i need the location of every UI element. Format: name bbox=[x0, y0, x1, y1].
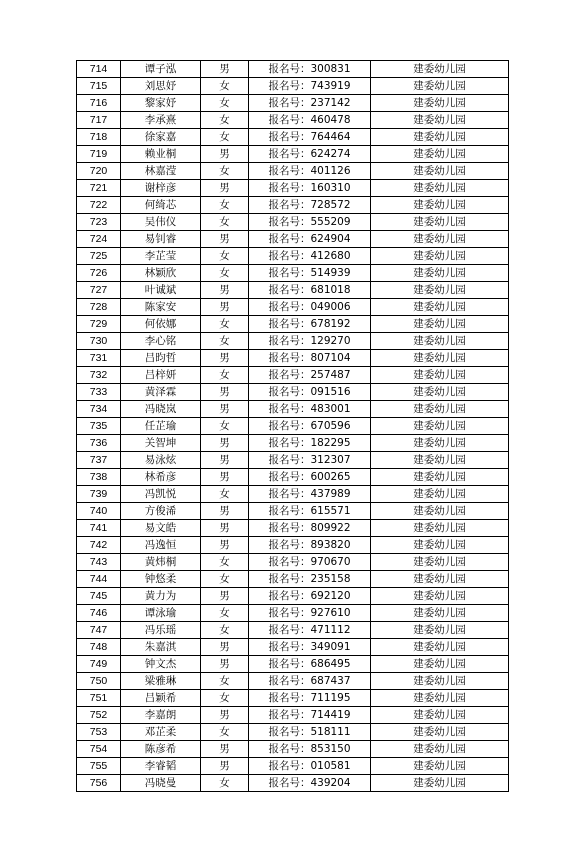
student-gender: 女 bbox=[201, 197, 249, 214]
row-number: 717 bbox=[77, 112, 121, 129]
kindergarten-name: 建委幼儿园 bbox=[371, 265, 509, 282]
table-row bbox=[77, 775, 509, 792]
kindergarten-name: 建委幼儿园 bbox=[371, 384, 509, 401]
student-gender: 女 bbox=[201, 78, 249, 95]
registration-number: 报名号：692120 bbox=[249, 588, 371, 605]
table-row bbox=[77, 469, 509, 486]
row-number: 753 bbox=[77, 724, 121, 741]
registration-number: 报名号：518111 bbox=[249, 724, 371, 741]
student-name: 吴伟仪 bbox=[121, 214, 201, 231]
kindergarten-name: 建委幼儿园 bbox=[371, 724, 509, 741]
table-row bbox=[77, 486, 509, 503]
student-gender: 女 bbox=[201, 112, 249, 129]
row-number: 741 bbox=[77, 520, 121, 537]
student-gender: 男 bbox=[201, 656, 249, 673]
row-number: 733 bbox=[77, 384, 121, 401]
row-number: 745 bbox=[77, 588, 121, 605]
kindergarten-name: 建委幼儿园 bbox=[371, 469, 509, 486]
row-number: 725 bbox=[77, 248, 121, 265]
table-row bbox=[77, 673, 509, 690]
row-number: 749 bbox=[77, 656, 121, 673]
kindergarten-name: 建委幼儿园 bbox=[371, 673, 509, 690]
table-row bbox=[77, 129, 509, 146]
student-name: 黄泽霖 bbox=[121, 384, 201, 401]
table-row bbox=[77, 316, 509, 333]
row-number: 735 bbox=[77, 418, 121, 435]
row-number: 736 bbox=[77, 435, 121, 452]
kindergarten-name: 建委幼儿园 bbox=[371, 741, 509, 758]
registration-number: 报名号：681018 bbox=[249, 282, 371, 299]
table-row bbox=[77, 95, 509, 112]
kindergarten-name: 建委幼儿园 bbox=[371, 299, 509, 316]
row-number: 742 bbox=[77, 537, 121, 554]
row-number: 726 bbox=[77, 265, 121, 282]
registration-number: 报名号：471112 bbox=[249, 622, 371, 639]
table-row bbox=[77, 537, 509, 554]
student-name: 冯晓曼 bbox=[121, 775, 201, 792]
registration-number: 报名号：615571 bbox=[249, 503, 371, 520]
registration-number: 报名号：678192 bbox=[249, 316, 371, 333]
registration-number: 报名号：624274 bbox=[249, 146, 371, 163]
row-number: 747 bbox=[77, 622, 121, 639]
student-name: 谭子泓 bbox=[121, 61, 201, 78]
kindergarten-name: 建委幼儿园 bbox=[371, 333, 509, 350]
row-number: 731 bbox=[77, 350, 121, 367]
kindergarten-name: 建委幼儿园 bbox=[371, 571, 509, 588]
student-gender: 男 bbox=[201, 758, 249, 775]
row-number: 715 bbox=[77, 78, 121, 95]
student-gender: 女 bbox=[201, 248, 249, 265]
kindergarten-name: 建委幼儿园 bbox=[371, 95, 509, 112]
registration-number: 报名号：401126 bbox=[249, 163, 371, 180]
kindergarten-name: 建委幼儿园 bbox=[371, 605, 509, 622]
registration-number: 报名号：670596 bbox=[249, 418, 371, 435]
student-gender: 男 bbox=[201, 282, 249, 299]
kindergarten-name: 建委幼儿园 bbox=[371, 554, 509, 571]
student-name: 黄力为 bbox=[121, 588, 201, 605]
student-name: 易泳炫 bbox=[121, 452, 201, 469]
student-name: 徐家嘉 bbox=[121, 129, 201, 146]
row-number: 751 bbox=[77, 690, 121, 707]
kindergarten-name: 建委幼儿园 bbox=[371, 282, 509, 299]
kindergarten-name: 建委幼儿园 bbox=[371, 197, 509, 214]
kindergarten-name: 建委幼儿园 bbox=[371, 401, 509, 418]
table-row bbox=[77, 146, 509, 163]
kindergarten-name: 建委幼儿园 bbox=[371, 656, 509, 673]
table-row bbox=[77, 690, 509, 707]
student-gender: 女 bbox=[201, 418, 249, 435]
row-number: 734 bbox=[77, 401, 121, 418]
student-name: 冯乐瑶 bbox=[121, 622, 201, 639]
registration-number: 报名号：714419 bbox=[249, 707, 371, 724]
kindergarten-name: 建委幼儿园 bbox=[371, 435, 509, 452]
student-gender: 男 bbox=[201, 741, 249, 758]
registration-number: 报名号：160310 bbox=[249, 180, 371, 197]
student-gender: 女 bbox=[201, 214, 249, 231]
kindergarten-name: 建委幼儿园 bbox=[371, 622, 509, 639]
kindergarten-name: 建委幼儿园 bbox=[371, 452, 509, 469]
kindergarten-name: 建委幼儿园 bbox=[371, 639, 509, 656]
student-name: 邓芷柔 bbox=[121, 724, 201, 741]
registration-number: 报名号：091516 bbox=[249, 384, 371, 401]
table-row bbox=[77, 333, 509, 350]
student-gender: 女 bbox=[201, 605, 249, 622]
row-number: 728 bbox=[77, 299, 121, 316]
row-number: 750 bbox=[77, 673, 121, 690]
student-gender: 男 bbox=[201, 588, 249, 605]
registration-number: 报名号：809922 bbox=[249, 520, 371, 537]
registration-number: 报名号：893820 bbox=[249, 537, 371, 554]
table-row bbox=[77, 299, 509, 316]
kindergarten-name: 建委幼儿园 bbox=[371, 248, 509, 265]
registration-number: 报名号：235158 bbox=[249, 571, 371, 588]
table-row bbox=[77, 350, 509, 367]
table-row bbox=[77, 78, 509, 95]
table-row bbox=[77, 554, 509, 571]
student-name: 李嘉朗 bbox=[121, 707, 201, 724]
table-row bbox=[77, 265, 509, 282]
student-gender: 男 bbox=[201, 384, 249, 401]
kindergarten-name: 建委幼儿园 bbox=[371, 112, 509, 129]
registration-number: 报名号：439204 bbox=[249, 775, 371, 792]
registration-number: 报名号：555209 bbox=[249, 214, 371, 231]
student-name: 何依娜 bbox=[121, 316, 201, 333]
row-number: 737 bbox=[77, 452, 121, 469]
kindergarten-name: 建委幼儿园 bbox=[371, 316, 509, 333]
registration-number: 报名号：010581 bbox=[249, 758, 371, 775]
row-number: 714 bbox=[77, 61, 121, 78]
registration-number: 报名号：182295 bbox=[249, 435, 371, 452]
row-number: 732 bbox=[77, 367, 121, 384]
student-name: 易钊睿 bbox=[121, 231, 201, 248]
kindergarten-name: 建委幼儿园 bbox=[371, 707, 509, 724]
student-name: 钟文杰 bbox=[121, 656, 201, 673]
table-row bbox=[77, 214, 509, 231]
registration-number: 报名号：237142 bbox=[249, 95, 371, 112]
kindergarten-name: 建委幼儿园 bbox=[371, 758, 509, 775]
row-number: 727 bbox=[77, 282, 121, 299]
student-name: 李心铭 bbox=[121, 333, 201, 350]
student-gender: 女 bbox=[201, 95, 249, 112]
row-number: 722 bbox=[77, 197, 121, 214]
table-row bbox=[77, 639, 509, 656]
student-gender: 男 bbox=[201, 299, 249, 316]
student-name: 方俊浠 bbox=[121, 503, 201, 520]
student-gender: 男 bbox=[201, 537, 249, 554]
student-name: 黎家妤 bbox=[121, 95, 201, 112]
table-row bbox=[77, 571, 509, 588]
table-row bbox=[77, 197, 509, 214]
student-name: 朱嘉淇 bbox=[121, 639, 201, 656]
table-row bbox=[77, 163, 509, 180]
registration-number: 报名号：312307 bbox=[249, 452, 371, 469]
table-row bbox=[77, 384, 509, 401]
student-name: 李芷莹 bbox=[121, 248, 201, 265]
student-gender: 女 bbox=[201, 367, 249, 384]
kindergarten-name: 建委幼儿园 bbox=[371, 520, 509, 537]
row-number: 748 bbox=[77, 639, 121, 656]
student-gender: 女 bbox=[201, 724, 249, 741]
table-row bbox=[77, 588, 509, 605]
registration-number: 报名号：049006 bbox=[249, 299, 371, 316]
row-number: 755 bbox=[77, 758, 121, 775]
student-name: 冯晓岚 bbox=[121, 401, 201, 418]
registration-number: 报名号：483001 bbox=[249, 401, 371, 418]
student-name: 林嘉滢 bbox=[121, 163, 201, 180]
kindergarten-name: 建委幼儿园 bbox=[371, 163, 509, 180]
table-row bbox=[77, 605, 509, 622]
student-name: 陈彦希 bbox=[121, 741, 201, 758]
row-number: 721 bbox=[77, 180, 121, 197]
registration-number: 报名号：437989 bbox=[249, 486, 371, 503]
kindergarten-name: 建委幼儿园 bbox=[371, 588, 509, 605]
registration-number: 报名号：349091 bbox=[249, 639, 371, 656]
registration-number: 报名号：764464 bbox=[249, 129, 371, 146]
student-name: 关智坤 bbox=[121, 435, 201, 452]
kindergarten-name: 建委幼儿园 bbox=[371, 61, 509, 78]
row-number: 723 bbox=[77, 214, 121, 231]
row-number: 744 bbox=[77, 571, 121, 588]
student-gender: 女 bbox=[201, 690, 249, 707]
kindergarten-name: 建委幼儿园 bbox=[371, 350, 509, 367]
table-row bbox=[77, 401, 509, 418]
student-name: 林颖欣 bbox=[121, 265, 201, 282]
kindergarten-name: 建委幼儿园 bbox=[371, 503, 509, 520]
registration-number: 报名号：600265 bbox=[249, 469, 371, 486]
kindergarten-name: 建委幼儿园 bbox=[371, 214, 509, 231]
student-gender: 男 bbox=[201, 452, 249, 469]
kindergarten-name: 建委幼儿园 bbox=[371, 146, 509, 163]
registration-number: 报名号：728572 bbox=[249, 197, 371, 214]
registration-number: 报名号：624904 bbox=[249, 231, 371, 248]
admission-list-table bbox=[76, 60, 509, 792]
table-row bbox=[77, 741, 509, 758]
registration-number: 报名号：412680 bbox=[249, 248, 371, 265]
registration-number: 报名号：853150 bbox=[249, 741, 371, 758]
registration-number: 报名号：743919 bbox=[249, 78, 371, 95]
table-row bbox=[77, 435, 509, 452]
student-gender: 女 bbox=[201, 775, 249, 792]
table-row bbox=[77, 758, 509, 775]
row-number: 756 bbox=[77, 775, 121, 792]
student-name: 刘思妤 bbox=[121, 78, 201, 95]
kindergarten-name: 建委幼儿园 bbox=[371, 537, 509, 554]
student-gender: 男 bbox=[201, 231, 249, 248]
student-gender: 男 bbox=[201, 707, 249, 724]
student-gender: 女 bbox=[201, 163, 249, 180]
kindergarten-name: 建委幼儿园 bbox=[371, 78, 509, 95]
table-row bbox=[77, 112, 509, 129]
student-gender: 男 bbox=[201, 61, 249, 78]
registration-number: 报名号：257487 bbox=[249, 367, 371, 384]
student-gender: 女 bbox=[201, 265, 249, 282]
table-row bbox=[77, 520, 509, 537]
student-name: 陈家安 bbox=[121, 299, 201, 316]
student-name: 吕梓妍 bbox=[121, 367, 201, 384]
kindergarten-name: 建委幼儿园 bbox=[371, 231, 509, 248]
registration-number: 报名号：927610 bbox=[249, 605, 371, 622]
kindergarten-name: 建委幼儿园 bbox=[371, 180, 509, 197]
row-number: 739 bbox=[77, 486, 121, 503]
row-number: 740 bbox=[77, 503, 121, 520]
student-gender: 女 bbox=[201, 129, 249, 146]
table-body bbox=[77, 61, 509, 792]
student-gender: 男 bbox=[201, 639, 249, 656]
student-gender: 女 bbox=[201, 486, 249, 503]
student-name: 林希彦 bbox=[121, 469, 201, 486]
row-number: 743 bbox=[77, 554, 121, 571]
row-number: 718 bbox=[77, 129, 121, 146]
kindergarten-name: 建委幼儿园 bbox=[371, 775, 509, 792]
table-row bbox=[77, 231, 509, 248]
table-row bbox=[77, 724, 509, 741]
table-row bbox=[77, 367, 509, 384]
row-number: 719 bbox=[77, 146, 121, 163]
student-name: 冯逸恒 bbox=[121, 537, 201, 554]
student-name: 黄炜桐 bbox=[121, 554, 201, 571]
student-name: 梁雅琳 bbox=[121, 673, 201, 690]
student-name: 吕颖希 bbox=[121, 690, 201, 707]
student-gender: 男 bbox=[201, 435, 249, 452]
table-row bbox=[77, 452, 509, 469]
student-name: 叶诚斌 bbox=[121, 282, 201, 299]
student-gender: 男 bbox=[201, 401, 249, 418]
registration-number: 报名号：686495 bbox=[249, 656, 371, 673]
registration-number: 报名号：711195 bbox=[249, 690, 371, 707]
student-gender: 男 bbox=[201, 469, 249, 486]
registration-number: 报名号：807104 bbox=[249, 350, 371, 367]
student-gender: 男 bbox=[201, 350, 249, 367]
kindergarten-name: 建委幼儿园 bbox=[371, 367, 509, 384]
student-name: 何绮芯 bbox=[121, 197, 201, 214]
student-name: 吕昀哲 bbox=[121, 350, 201, 367]
student-gender: 女 bbox=[201, 554, 249, 571]
row-number: 738 bbox=[77, 469, 121, 486]
kindergarten-name: 建委幼儿园 bbox=[371, 486, 509, 503]
table-row bbox=[77, 503, 509, 520]
student-name: 任芷瑜 bbox=[121, 418, 201, 435]
registration-number: 报名号：460478 bbox=[249, 112, 371, 129]
table-row bbox=[77, 282, 509, 299]
kindergarten-name: 建委幼儿园 bbox=[371, 418, 509, 435]
student-gender: 女 bbox=[201, 673, 249, 690]
student-gender: 女 bbox=[201, 316, 249, 333]
registration-number: 报名号：300831 bbox=[249, 61, 371, 78]
row-number: 724 bbox=[77, 231, 121, 248]
student-gender: 女 bbox=[201, 622, 249, 639]
table-row bbox=[77, 180, 509, 197]
table-row bbox=[77, 656, 509, 673]
row-number: 729 bbox=[77, 316, 121, 333]
registration-number: 报名号：970670 bbox=[249, 554, 371, 571]
student-name: 钟悠柔 bbox=[121, 571, 201, 588]
row-number: 754 bbox=[77, 741, 121, 758]
row-number: 720 bbox=[77, 163, 121, 180]
student-gender: 男 bbox=[201, 180, 249, 197]
student-name: 赖业桐 bbox=[121, 146, 201, 163]
student-gender: 女 bbox=[201, 333, 249, 350]
table-row bbox=[77, 622, 509, 639]
student-gender: 男 bbox=[201, 146, 249, 163]
table-row bbox=[77, 61, 509, 78]
student-name: 冯凯悦 bbox=[121, 486, 201, 503]
table-row bbox=[77, 707, 509, 724]
student-gender: 男 bbox=[201, 503, 249, 520]
student-gender: 男 bbox=[201, 520, 249, 537]
row-number: 752 bbox=[77, 707, 121, 724]
student-name: 李承熹 bbox=[121, 112, 201, 129]
student-gender: 女 bbox=[201, 571, 249, 588]
student-name: 谭泳瑜 bbox=[121, 605, 201, 622]
registration-number: 报名号：514939 bbox=[249, 265, 371, 282]
registration-number: 报名号：129270 bbox=[249, 333, 371, 350]
table-row bbox=[77, 248, 509, 265]
student-name: 李睿韬 bbox=[121, 758, 201, 775]
student-name: 易文皓 bbox=[121, 520, 201, 537]
row-number: 716 bbox=[77, 95, 121, 112]
row-number: 730 bbox=[77, 333, 121, 350]
table-row bbox=[77, 418, 509, 435]
kindergarten-name: 建委幼儿园 bbox=[371, 690, 509, 707]
registration-number: 报名号：687437 bbox=[249, 673, 371, 690]
student-name: 谢梓彦 bbox=[121, 180, 201, 197]
kindergarten-name: 建委幼儿园 bbox=[371, 129, 509, 146]
row-number: 746 bbox=[77, 605, 121, 622]
